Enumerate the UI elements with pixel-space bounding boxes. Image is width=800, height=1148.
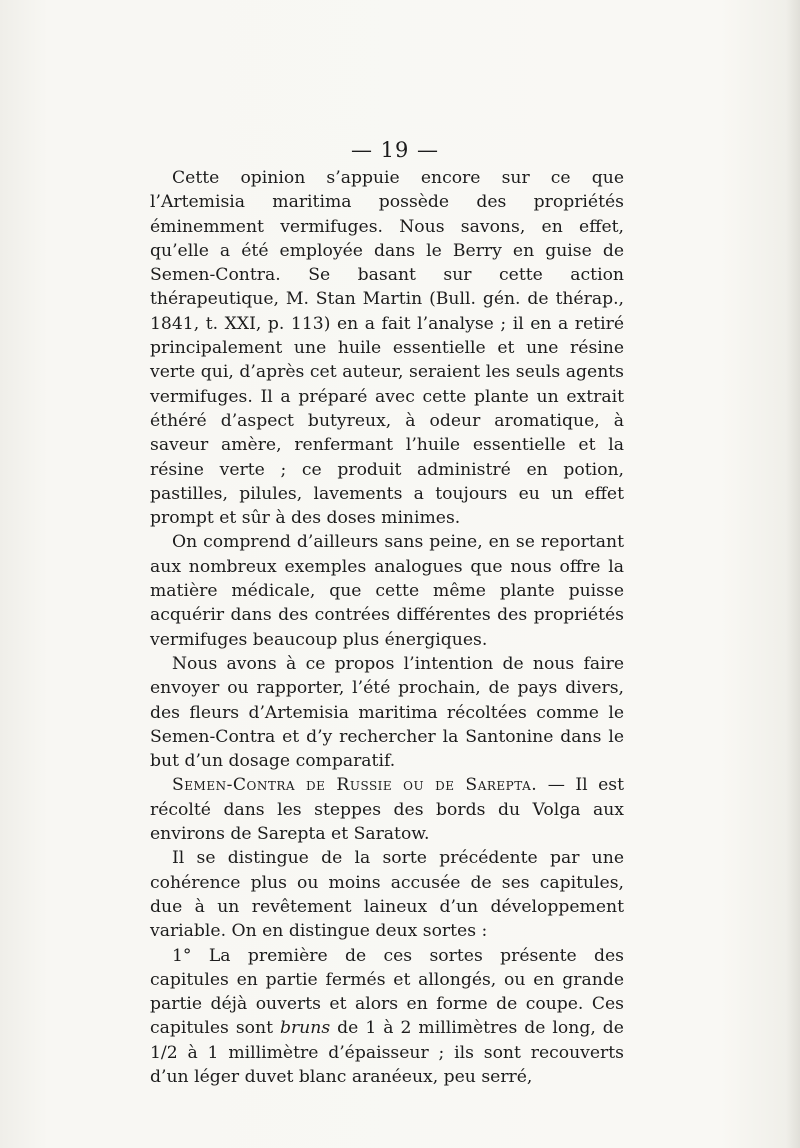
italic-term: bruns <box>279 1018 331 1039</box>
section-heading: Semen-Contra de Russie ou de Sarepta. <box>172 775 538 796</box>
page-edge-shadow <box>786 0 800 1148</box>
section-heading-text: — Il est récolté dans les steppes des bords du Volga aux environs de Sarepta et Saratow. <box>150 775 624 845</box>
paragraph-semen-contra-russie <box>150 773 624 846</box>
body-text <box>150 166 624 1089</box>
paragraph-artemisia-maritima: Cette opinion s’appuie encore sur ce que l’Artemisia maritima possède des propriétés éminemment vermifuges. Nous savons, en effet, qu’elle a été employée dans le Berry en guise de Semen-Contra. Se basant sur cette action thérapeutique, M. Stan Martin (Bull. gén. de thérap., 1841, t. XXI, p. 113) en a fait l’analyse ; il en a retiré principalement une huile essentielle et une résine verte qui, d’après cet auteur, seraient les seuls agents vermifuges. Il a préparé avec cette plante un extrait éthéré d’aspect butyreux, à odeur aromatique, à saveur amère, renfermant l’huile essentielle et la résine verte ; ce produit administré en potion, pastilles, pilules, lavements a toujours eu un effet prompt et sûr à des doses minimes. <box>150 168 624 529</box>
paragraph-premiere-sorte <box>150 944 624 1090</box>
paragraph-distinction: Il se distingue de la sorte précédente par une cohérence plus ou moins accusée de ses capitules, due à un revêtement laineux d’un développement variable. On en distingue deux sortes : <box>150 848 624 942</box>
paragraph-intention: Nous avons à ce propos l’intention de nous faire envoyer ou rapporter, l’été prochain, de pays divers, des fleurs d’Artemisia maritima récoltées comme le Semen-Contra et d’y rechercher la Santonine dans le but d’un dosage comparatif. <box>150 653 624 772</box>
paragraph-matiere-medicale: On comprend d’ailleurs sans peine, en se reportant aux nombreux exemples analogues que nous offre la matière médicale, que cette même plante puisse acquérir dans des contrées différentes des propriétés vermifuges beaucoup plus énergiques. <box>150 532 624 650</box>
page-number: — 19 — <box>350 138 440 162</box>
paragraph-premiere-sorte-end: de 1 à 2 millimètres de long, de 1/2 à 1 millimètre d’épaisseur ; ils sont recouverts d’un léger duvet blanc aranéeux, peu serré, <box>150 1018 624 1087</box>
paragraph-premiere-sorte-start: 1° La première de ces sortes présente des capitules en partie fermés et allongés, ou en grande partie déjà ouverts et alors en forme de coupe. Ces capitules sont <box>150 945 624 1039</box>
